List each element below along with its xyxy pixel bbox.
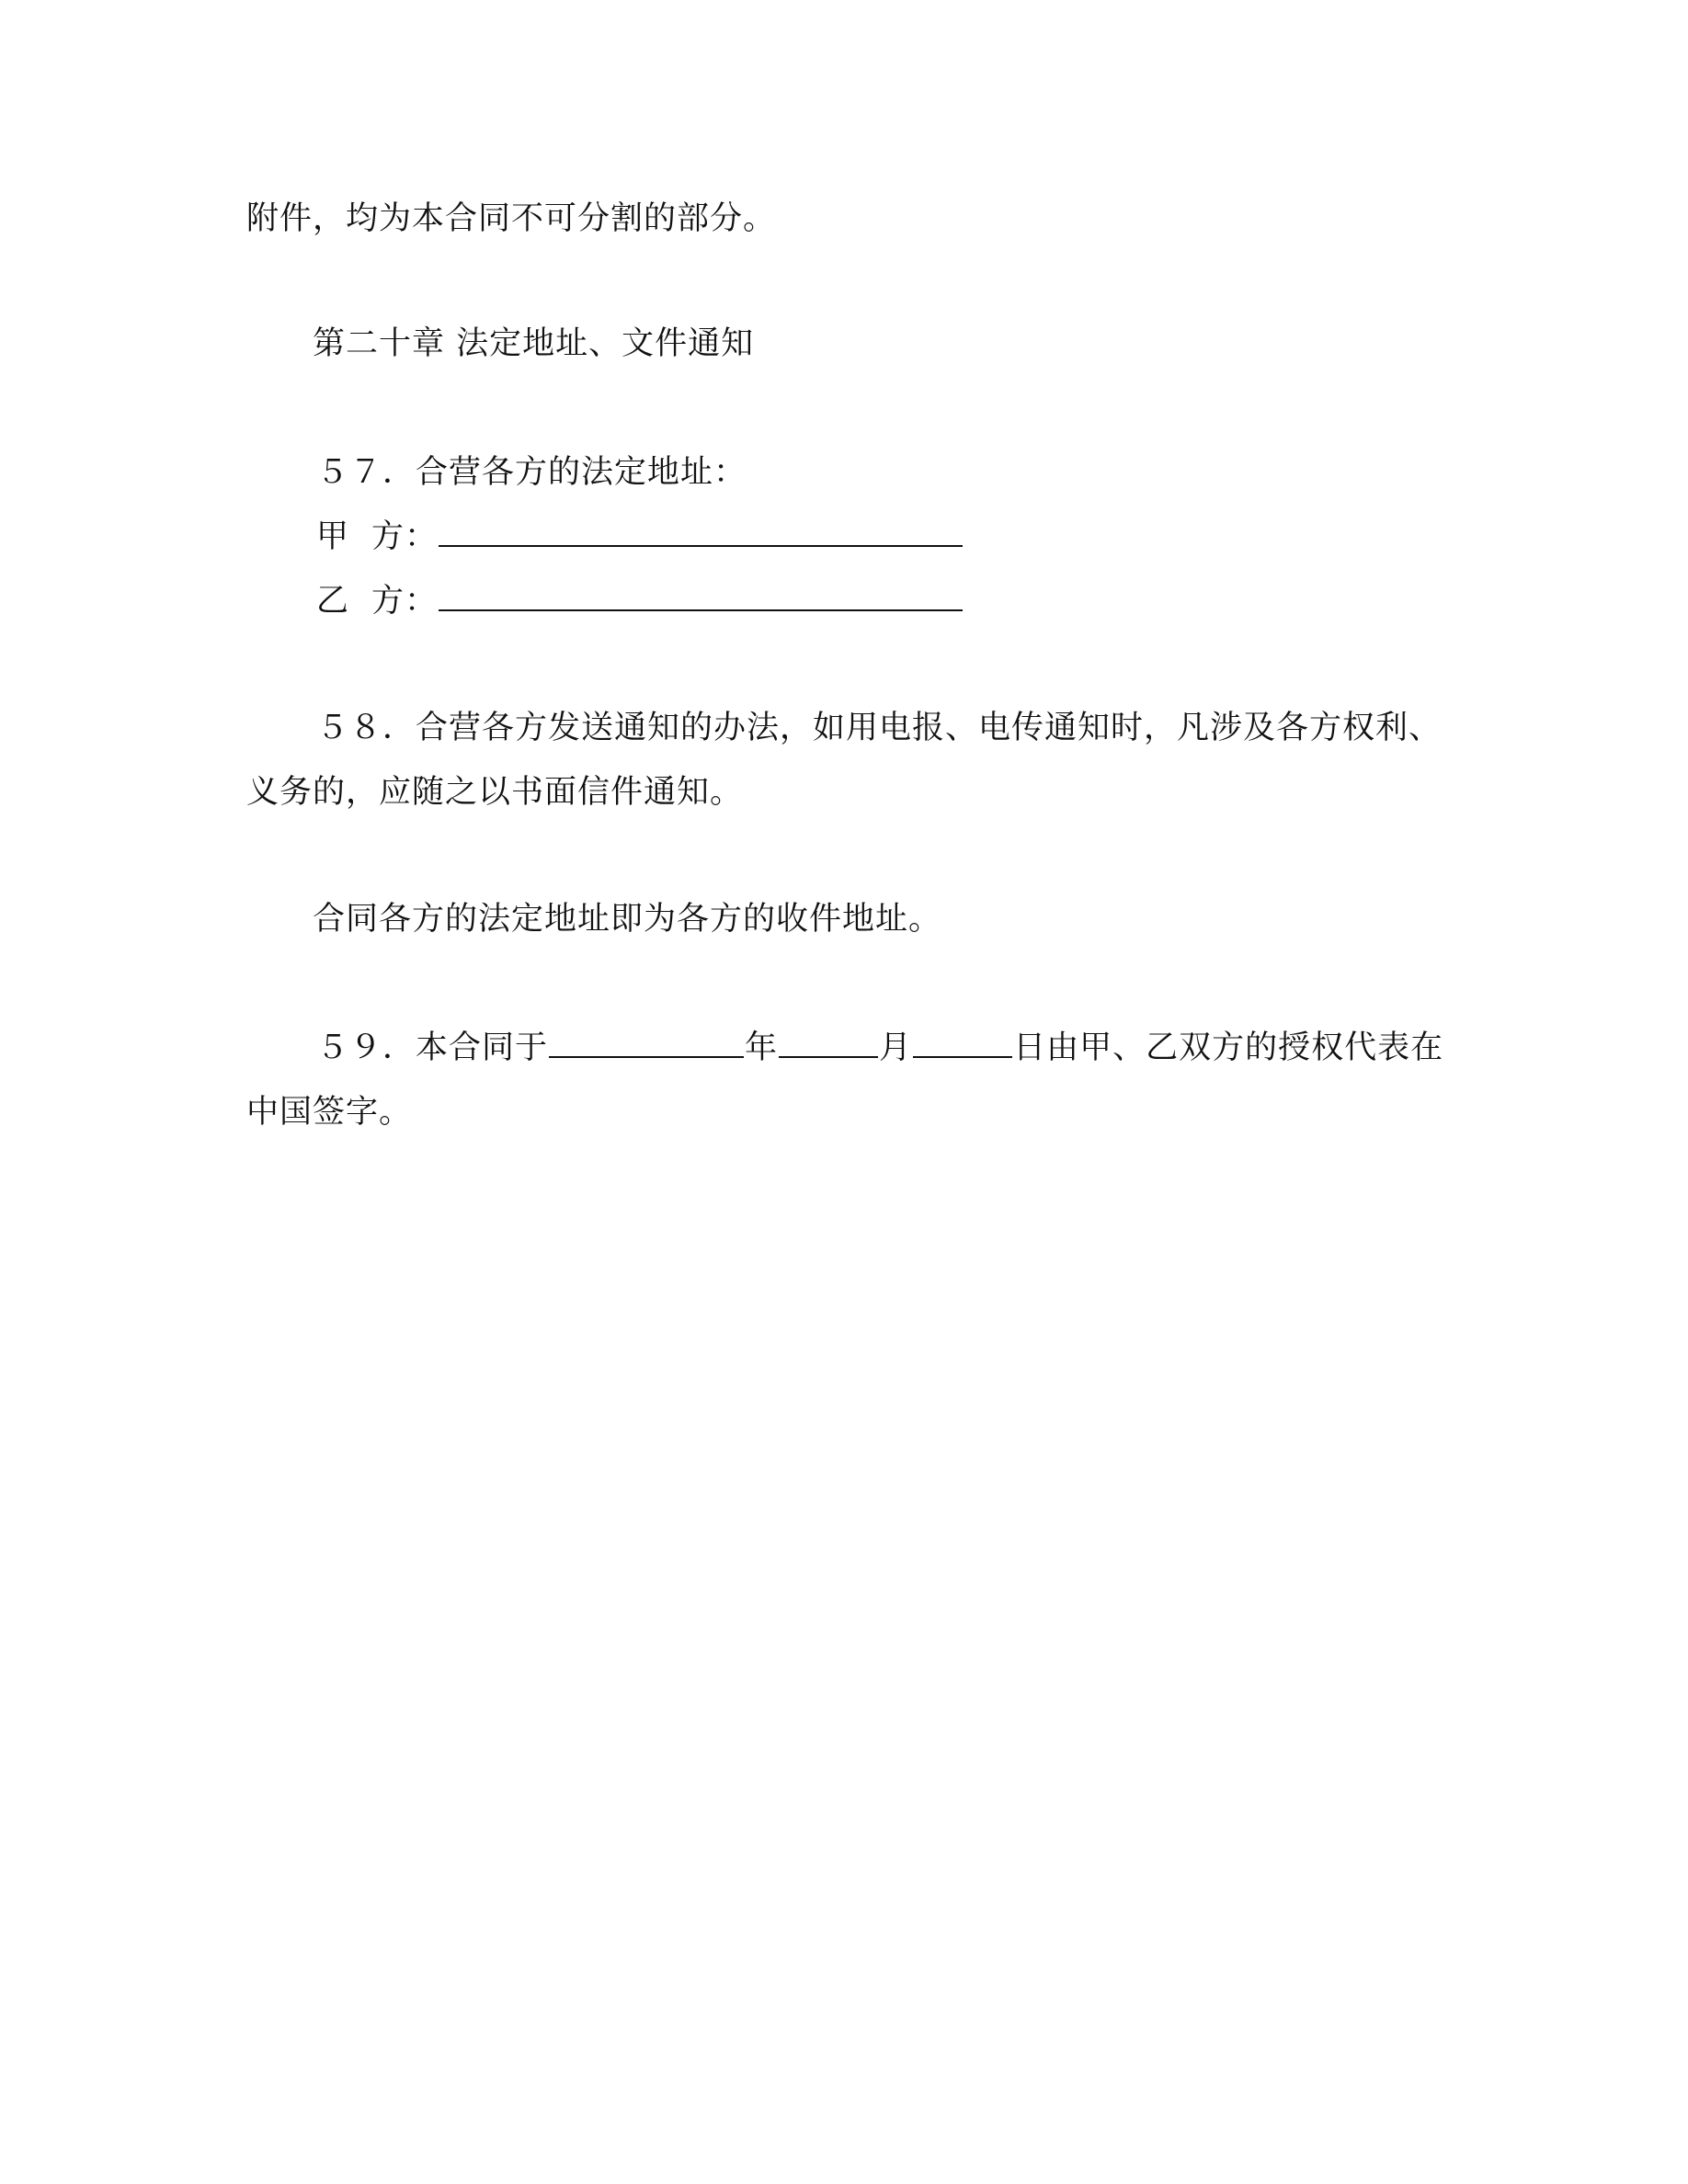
clause-58-number: ５８． [316, 710, 416, 746]
clause-59-line-1 [316, 1026, 1443, 1070]
party-b-address-row [316, 579, 964, 623]
party-b-label: 乙 [316, 583, 350, 620]
clause-59-number: ５９． [316, 1029, 416, 1066]
attachment-paragraph-tail: 附件，均为本合同不可分割的部分。 [246, 200, 777, 237]
clause-59-line-2: 中国签字。 [246, 1094, 413, 1131]
clause-58-line-1 [316, 706, 1442, 750]
chapter-title: 第二十章 法定地址、文件通知 [313, 325, 755, 362]
party-a-address-row [316, 515, 964, 559]
receiving-address-note: 合同各方的法定地址即为各方的收件地址。 [313, 901, 942, 938]
party-b-label-suffix: 方： [371, 583, 439, 620]
clause-57-heading [316, 450, 747, 495]
signing-day-blank [913, 1027, 1012, 1058]
party-a-label-suffix: 方： [371, 518, 439, 555]
clause-59-suffix: 日由甲、乙双方的授权代表在 [1013, 1029, 1444, 1066]
year-label: 年 [745, 1029, 779, 1066]
clause-58-text-1: 合营各方发送通知的办法，如用电报、电传通知时，凡涉及各方权利、 [416, 710, 1443, 746]
signing-year-blank [549, 1027, 744, 1058]
party-a-label: 甲 [316, 518, 350, 555]
clause-58-line-2: 义务的，应随之以书面信件通知。 [246, 774, 744, 811]
clause-57-text: 合营各方的法定地址： [416, 454, 747, 491]
party-b-address-blank [439, 580, 963, 611]
clause-57-number: ５７． [316, 454, 416, 491]
signing-month-blank [779, 1027, 878, 1058]
party-a-address-blank [439, 516, 963, 547]
clause-59-prefix: 本合同于 [416, 1029, 549, 1066]
month-label: 月 [879, 1029, 913, 1066]
